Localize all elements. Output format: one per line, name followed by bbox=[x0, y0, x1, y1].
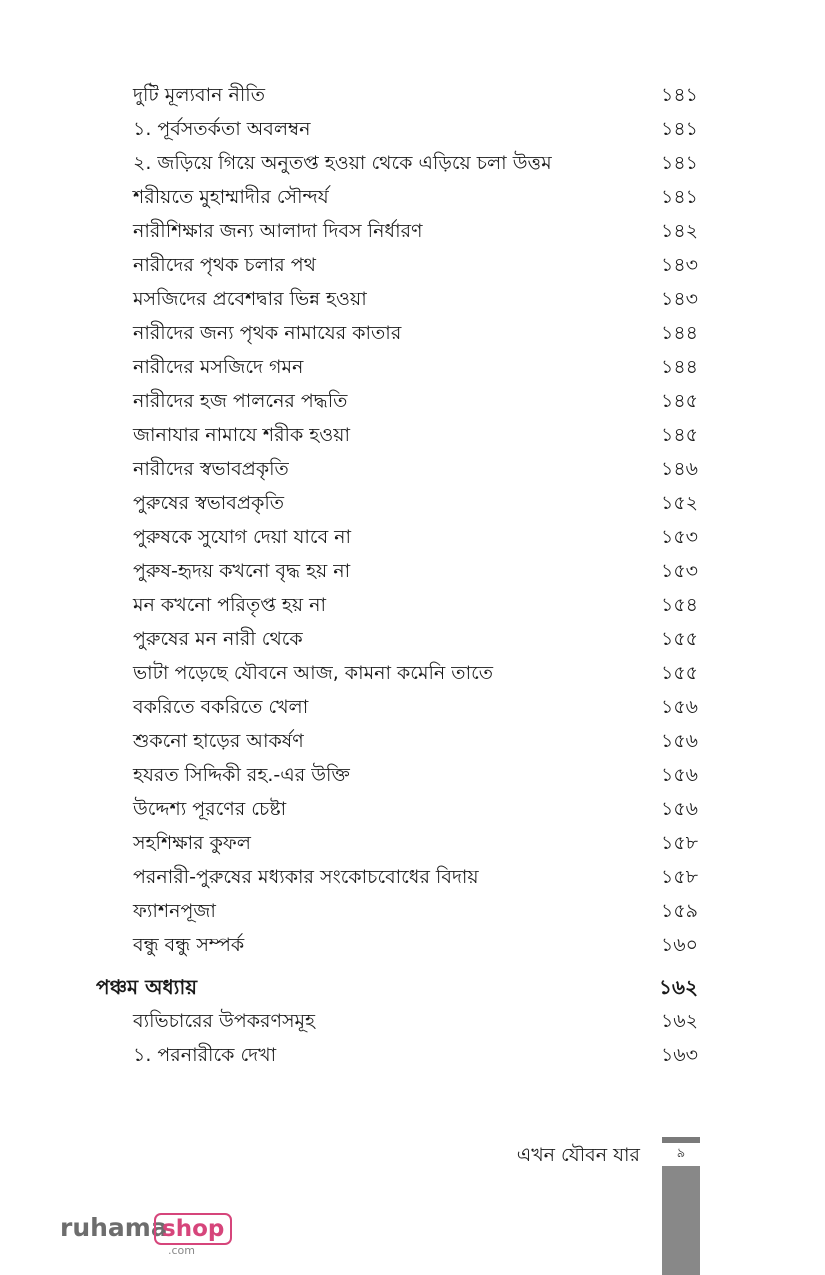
toc-entry-title: ভাটা পড়েছে যৌবনে আজ, কামনা কমেনি তাতে bbox=[133, 662, 493, 684]
toc-entry-page: ১৫৮ bbox=[661, 832, 698, 854]
toc-entry bbox=[0, 760, 825, 790]
toc-entry-title: দুটি মূল্যবান নীতি bbox=[133, 84, 265, 106]
toc-entry-page: ১৫৯ bbox=[661, 900, 698, 922]
toc-entry bbox=[0, 420, 825, 450]
toc-entry bbox=[0, 624, 825, 654]
toc-entry bbox=[0, 454, 825, 484]
toc-entry-page: ১৫৩ bbox=[660, 526, 698, 548]
toc-entry bbox=[0, 114, 825, 144]
logo-text-domain: .com bbox=[168, 1244, 195, 1257]
toc-entry-title: ১. পরনারীকে দেখা bbox=[133, 1044, 277, 1066]
toc-entry bbox=[0, 386, 825, 416]
toc-entry bbox=[0, 556, 825, 586]
toc-entry-page: ১৫৫ bbox=[661, 662, 698, 684]
page-number: ৯ bbox=[662, 1143, 700, 1166]
toc-entry bbox=[0, 352, 825, 382]
toc-entry bbox=[0, 148, 825, 178]
toc-entry-title: পুরুষের মন নারী থেকে bbox=[133, 628, 303, 650]
chapter-heading-row bbox=[0, 972, 825, 1002]
toc-entry bbox=[0, 726, 825, 756]
toc-entry bbox=[0, 216, 825, 246]
toc-entry-title: নারীদের মসজিদে গমন bbox=[133, 356, 304, 378]
toc-entry-page: ১৪৩ bbox=[660, 254, 698, 276]
toc-entry-page: ১৬২ bbox=[660, 1010, 698, 1032]
chapter-title: পঞ্চম অধ্যায় bbox=[96, 975, 198, 999]
toc-entry bbox=[0, 828, 825, 858]
toc-entry bbox=[0, 862, 825, 892]
toc-entry bbox=[0, 284, 825, 314]
toc-entry-title: ২. জড়িয়ে গিয়ে অনুতপ্ত হওয়া থেকে এড়িয়ে চলা উত্তম bbox=[133, 152, 552, 174]
toc-entry-title: শরীয়তে মুহাম্মাদীর সৌন্দর্য bbox=[133, 186, 329, 208]
toc-entry-page: ১৪৫ bbox=[661, 390, 698, 412]
toc-entry-title: বকরিতে বকরিতে খেলা bbox=[133, 696, 309, 718]
toc-entry-title: ১. পূর্বসতর্কতা অবলম্বন bbox=[133, 118, 311, 140]
toc-entry-page: ১৫৩ bbox=[660, 560, 698, 582]
toc-entry-page: ১৫২ bbox=[660, 492, 698, 514]
toc-entry-page: ১৪৪ bbox=[661, 322, 698, 344]
logo-text-shop: shop bbox=[154, 1213, 232, 1245]
toc-entry-page: ১৫৬ bbox=[660, 798, 698, 820]
toc-entry-page: ১৫৬ bbox=[660, 696, 698, 718]
toc-entry-title: ফ্যাশনপূজা bbox=[133, 900, 216, 922]
toc-entry-page: ১৪১ bbox=[661, 84, 698, 106]
toc-entry-page: ১৪১ bbox=[661, 186, 698, 208]
toc-entry-page: ১৪১ bbox=[661, 118, 698, 140]
toc-entry-page: ১৪৪ bbox=[661, 356, 698, 378]
toc-entry bbox=[0, 488, 825, 518]
toc-entry-title: হযরত সিদ্দিকী রহ.-এর উক্তি bbox=[133, 764, 350, 786]
toc-entry-page: ১৪৫ bbox=[661, 424, 698, 446]
toc-entry-page: ১৫৪ bbox=[661, 594, 698, 616]
logo-text-ruhama: ruhama bbox=[60, 1213, 168, 1242]
toc-entry-page: ১৪২ bbox=[660, 220, 698, 242]
toc-entry-page: ১৫৬ bbox=[660, 764, 698, 786]
toc-entry-page: ১৫৫ bbox=[661, 628, 698, 650]
toc-entry-title: নারীদের হজ পালনের পদ্ধতি bbox=[133, 390, 348, 412]
toc-entry-title: পুরুষের স্বভাবপ্রকৃতি bbox=[133, 492, 285, 514]
toc-entry-title: নারীদের জন্য পৃথক নামাযের কাতার bbox=[133, 322, 402, 344]
toc-entry bbox=[0, 896, 825, 926]
toc-entry-title: পুরুষকে সুযোগ দেয়া যাবে না bbox=[133, 526, 352, 548]
toc-entry-title: বন্ধু বন্ধু সম্পর্ক bbox=[133, 934, 245, 956]
toc-entry bbox=[0, 692, 825, 722]
toc-entry bbox=[0, 794, 825, 824]
toc-entry-page: ১৪৬ bbox=[660, 458, 698, 480]
toc-entry bbox=[0, 80, 825, 110]
toc-entry bbox=[0, 930, 825, 960]
toc-entry-title: সহশিক্ষার কুফল bbox=[133, 832, 251, 854]
toc-entry-title: উদ্দেশ্য পূরণের চেষ্টা bbox=[133, 798, 287, 820]
toc-entry-page: ১৪৩ bbox=[660, 288, 698, 310]
toc-entry-page: ১৬০ bbox=[660, 934, 698, 956]
toc-entry-title: নারীদের স্বভাবপ্রকৃতি bbox=[133, 458, 289, 480]
toc-entry-title: পুরুষ-হৃদয় কখনো বৃদ্ধ হয় না bbox=[133, 560, 351, 582]
toc-entry bbox=[0, 522, 825, 552]
toc-entry-title: নারীদের পৃথক চলার পথ bbox=[133, 254, 316, 276]
toc-entry-page: ১৬৩ bbox=[660, 1044, 698, 1066]
toc-entry-page: ১৪১ bbox=[661, 152, 698, 174]
page-number-tab bbox=[662, 1137, 700, 1275]
toc-entry-page: ১৫৬ bbox=[660, 730, 698, 752]
toc-entry bbox=[0, 1040, 825, 1070]
toc-entry bbox=[0, 250, 825, 280]
toc-entry-title: শুকনো হাড়ের আকর্ষণ bbox=[133, 730, 304, 752]
toc-entry bbox=[0, 1006, 825, 1036]
toc-entry bbox=[0, 318, 825, 348]
running-footer-book-title: এখন যৌবন যার bbox=[516, 1144, 640, 1166]
toc-entry-title: মসজিদের প্রবেশদ্বার ভিন্ন হওয়া bbox=[133, 288, 367, 310]
toc-entry bbox=[0, 182, 825, 212]
toc-entry-title: জানাযার নামাযে শরীক হওয়া bbox=[133, 424, 350, 446]
toc-entry-title: নারীশিক্ষার জন্য আলাদা দিবস নির্ধারণ bbox=[133, 220, 423, 242]
toc-entry-title: পরনারী-পুরুষের মধ্যকার সংকোচবোধের বিদায় bbox=[133, 866, 479, 888]
ruhamashop-logo bbox=[60, 1213, 230, 1263]
toc-entry bbox=[0, 590, 825, 620]
toc-entry bbox=[0, 658, 825, 688]
toc-entry-page: ১৫৮ bbox=[661, 866, 698, 888]
toc-entry-title: ব্যভিচারের উপকরণসমূহ bbox=[133, 1010, 316, 1032]
chapter-page-number: ১৬২ bbox=[659, 975, 698, 999]
toc-entry-title: মন কখনো পরিতৃপ্ত হয় না bbox=[133, 594, 326, 616]
